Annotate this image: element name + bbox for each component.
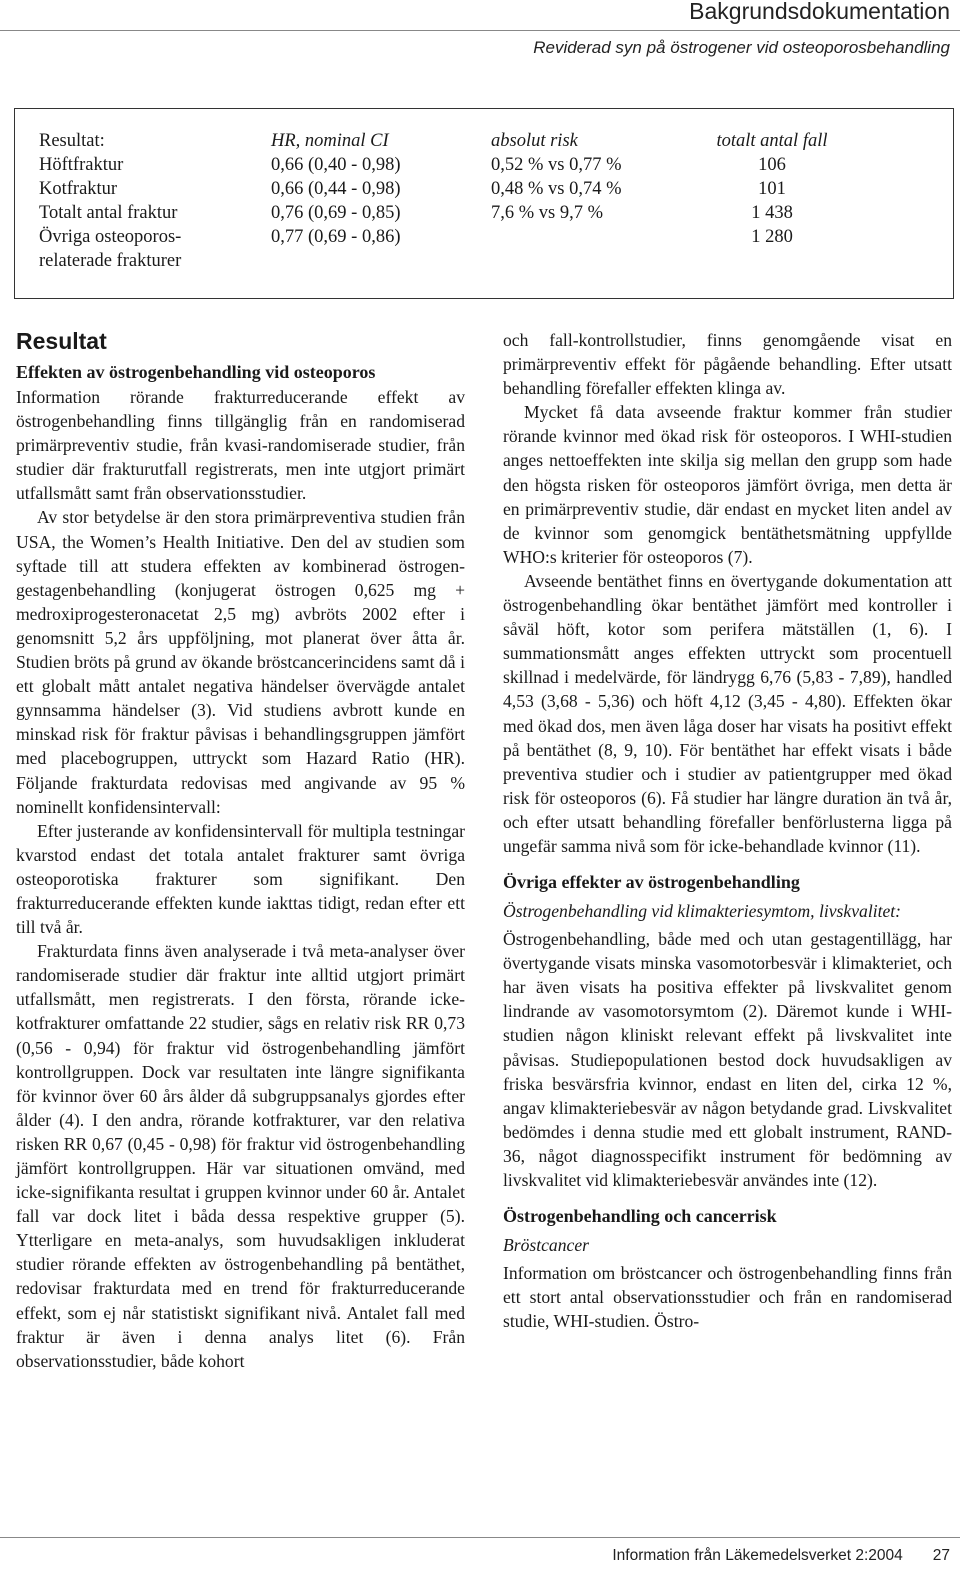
footer-source: Information från Läkemedelsverket 2:2004 xyxy=(612,1547,903,1564)
table-header-cell: HR, nominal CI xyxy=(271,131,389,151)
table-header-cell: Resultat: xyxy=(39,131,105,151)
section-heading: Resultat xyxy=(16,328,107,354)
footer xyxy=(612,1547,950,1565)
table-row xyxy=(39,177,939,201)
page-number: 27 xyxy=(932,1547,950,1564)
table-header-cell: absolut risk xyxy=(491,131,578,151)
header-title: Bakgrundsdokumentation xyxy=(689,0,950,24)
header-subtitle: Reviderad syn på östrogener vid osteoporosbehandling xyxy=(533,38,950,57)
paragraph: Av stor betydelse är den stora primärpreventiva studien från USA, the Women’s Health Initiative. Den del av studien som syftade till att studera effekten av kombinerad östrogen-gestagenbehandling (konjugerat östrogen 0,625 mg + medroxiprogesteronacetat 2,5 mg) avbröts 2002 efter i genomsnitt 5,2 års uppföljning, mot planerat över åtta år. Studien bröts på grund av ökande bröstcancerincidens samt då i ett globalt mått antalet negativa händelser övervägde antalet gynnsamma händelser (3). Vid studiens avbrott kunde en minskad risk för fraktur påvisas i behandlingsgruppen jämfört med placebogruppen, uttryckt som Hazard Ratio (HR). Följande frakturdata redovisas med angivande av 95 % nominellt konfidensintervall: xyxy=(16,507,465,817)
paragraph: och fall-kontrollstudier, finns genomgående visat en primärpreventiv effekt för pågående behandling. Efter utsatt behandling förefaller effekten klinga av. xyxy=(503,330,952,399)
paragraph: Frakturdata finns även analyserade i två meta-analyser över randomiserade studier där fraktur inte alltid utgjort primärt utfallsmått, men registrerats. I den första, rörande icke-kotfrakturer omfattande 22 studier, sågs en relativ risk RR 0,73 (0,56 - 0,94) för fraktur vid östrogenbehandling jämfört kontrollgruppen. Dock var resultaten inte längre signifikanta för kvinnor över 60 års ålder då subgruppsanalys gjordes efter ålder (4). I den andra, rörande kotfrakturer, var den relativa risken RR 0,67 (0,45 - 0,98) för fraktur vid östrogenbehandling jämfört kontrollgruppen. Här var situationen omvänd, med icke-signifikanta resultat i gruppen kvinnor under 60 år. Antalet fall var dock litet i båda dessa respektive grupper (5). Ytterligare en meta-analys, som huvudsakligen inkluderat studier rörande effekten av östrogenbehandling på bentäthet, redovisar frakturdata med en trend för frakturreducerande effekt, som ej når statistiskt signifikant nivå. Antalet fall med fraktur är även i denna analys litet (6). Från observationsstudier, både kohort xyxy=(16,941,465,1371)
table-cell: 0,66 (0,44 - 0,98) xyxy=(271,179,401,199)
table-cell: 0,76 (0,69 - 0,85) xyxy=(271,203,401,223)
table-cell: Höftfraktur xyxy=(39,155,124,175)
footer-divider xyxy=(0,1537,960,1538)
section-subheading: Effekten av östrogenbehandling vid osteoporos xyxy=(16,362,376,382)
paragraph: Efter justerande av konfidensintervall för multipla testningar kvarstod endast det totala antalet frakturer samt övriga osteoporotiska frakturer som signifikant. Den frakturreducerande effekten kunde iakttas tidigt, redan efter ett till två år. xyxy=(16,820,465,938)
paragraph: Information om bröstcancer och östrogenbehandling finns från ett stort antal observationsstudier och från en randomiserad studie, WHI-studien. Östro- xyxy=(503,1263,952,1332)
table-header-cell: totalt antal fall xyxy=(716,131,828,151)
paragraph: Östrogenbehandling, både med och utan gestagentillägg, har övertygande visats minska vasomotorbesvär i klimakteriet, och har även visats ha positiva effekter på livskvalitet genom lindrande av vasomotorsymtom (2). Däremot kunde i WHI-studien någon kliniskt relevant effekt på livskvalitet inte påvisas. Studiepopulationen bestod dock huvudsakligen av friska besvärsfria kvinnor, endast en liten del, cirka 12 %, angav klimakteriebesvär av någon betydande grad. Livskvalitet bedömdes i denna studie med ett globalt instrument, RAND-36, något diagnosspecifikt instrument för bedömning av livskvalitet vid klimakteriebesvär användes inte (12). xyxy=(503,929,952,1190)
table-cell: Övriga osteoporos- xyxy=(39,227,182,247)
right-column xyxy=(503,328,952,1333)
table-cell: 7,6 % vs 9,7 % xyxy=(491,203,604,223)
table-row xyxy=(39,225,939,249)
table-cell: relaterade frakturer xyxy=(39,251,182,271)
paragraph: Avseende bentäthet finns en övertygande dokumentation att östrogenbehandling ökar bentäthet jämfört med kontroller i såväl höft, kotor som perifera mätställen (1, 6). I summationsmått anges effekten uttryckt som procentuell skillnad i medelvärde, för ländrygg 6,76 (5,83 - 7,89), handled 4,53 (3,68 - 5,36) och höft 4,12 (3,45 - 4,80). Effekten ökar med ökad dos, men även låga doser har visats ha positivt effekt på bentäthet (8, 9, 10). För bentäthet har effekt visats i både preventiva studier och i studier av patientgrupper med ökad risk för osteoporos (6). Få studier har längre duration än två år, och efter utsatt behandling förefaller benförlusterna ligga på ungefär samma nivå som för icke-behandlade kvinnor (11). xyxy=(503,570,952,856)
table-header-row xyxy=(39,129,939,153)
paragraph: Information rörande frakturreducerande effekt av östrogenbehandling finns tillgänglig från en randomiserad primärpreventiv studie, från kvasi-randomiserade studier, från studier där frakturutfall registrerats, men inte utgjort primärt utfallsmått samt från observationsstudier. xyxy=(16,387,465,504)
table-cell: 106 xyxy=(758,155,786,175)
table-row xyxy=(39,153,939,177)
paragraph: Mycket få data avseende fraktur kommer från studier rörande kvinnor med ökad risk för osteoporos. I WHI-studien anges nettoeffekten inte skilja sig mellan den grupp som hade den högsta risken för osteoporos jämfört övriga, men detta är en primärpreventiv studie, där endast en mycket liten andel av de kvinnor som genomgick bentäthetsmätning uppfyllde WHO:s kriterier för osteoporos (7). xyxy=(503,402,952,567)
table-cell: 0,66 (0,40 - 0,98) xyxy=(271,155,401,175)
table-cell: Totalt antal fraktur xyxy=(39,203,178,223)
table-cell: 1 438 xyxy=(751,203,793,223)
table-cell: 0,48 % vs 0,74 % xyxy=(491,179,622,199)
table-cell: 0,77 (0,69 - 0,86) xyxy=(271,227,401,247)
table-cell: 101 xyxy=(758,179,786,199)
table-cell: Kotfraktur xyxy=(39,179,118,199)
results-table-box xyxy=(14,108,954,299)
table-cell: 1 280 xyxy=(751,227,793,247)
table-row xyxy=(39,249,939,273)
section-heading-other-effects: Övriga effekter av östrogenbehandling xyxy=(503,872,800,893)
table-cell: 0,52 % vs 0,77 % xyxy=(491,155,622,175)
table-row xyxy=(39,201,939,225)
left-column xyxy=(16,326,465,1373)
header-divider xyxy=(0,30,960,31)
subsection-heading: Bröstcancer xyxy=(503,1235,589,1256)
subsection-heading: Östrogenbehandling vid klimakteriesymtom, livskvalitet: xyxy=(503,901,902,922)
results-table xyxy=(39,129,939,273)
section-heading-cancer: Östrogenbehandling och cancerrisk xyxy=(503,1206,777,1227)
